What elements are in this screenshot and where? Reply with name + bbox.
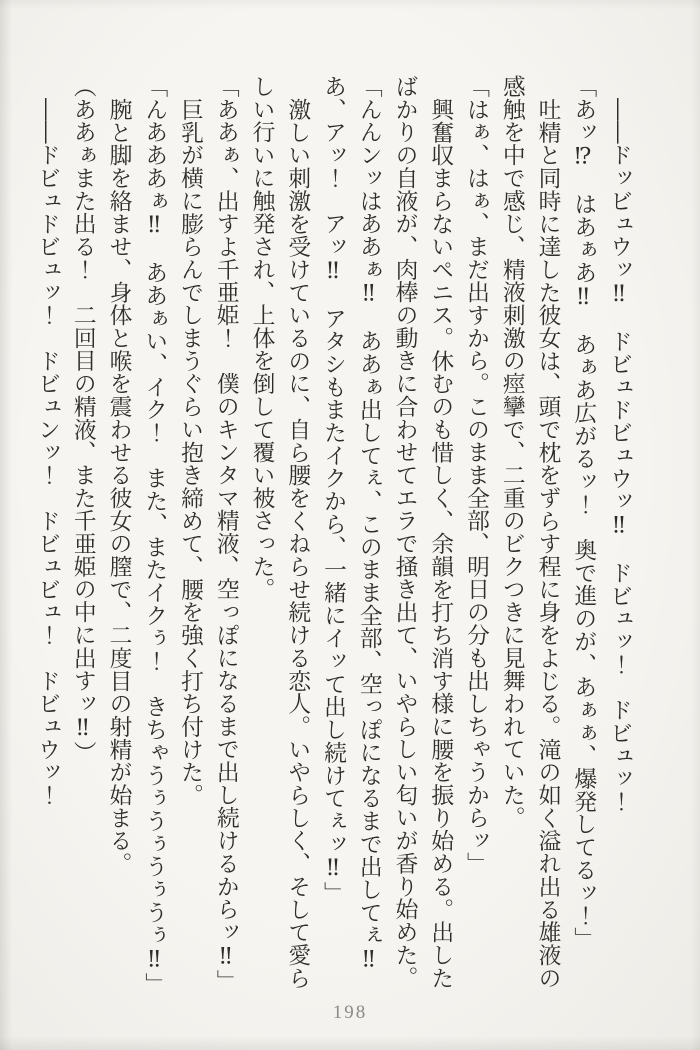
text-column-5: 「はぁ、はぁ、まだ出すから。このまま全部、明日の分も出しちゃうからッ」 xyxy=(463,75,489,875)
text-column-7: ばかりの自液が、肉棒の動きに合わせてエラで掻き出て、いやらしい匂いが香り始めた。 xyxy=(391,75,418,989)
text-column-8: 「んんンッはああぁ‼ ああぁ出してぇ、このまま全部、空っぽになるまで出してぇ‼ xyxy=(355,75,382,973)
text-column-6: 興奮収まらないペニス。休むのも惜しく、余韻を打ち消す様に腰を振り始める。出した xyxy=(427,97,454,989)
text-column-15: 腕と脚を絡ませ、身体と喉を震わせる彼女の膣で、二度目の射精が始まる。 xyxy=(105,97,132,875)
text-column-12: 「ああぁ、出すよ千亜姫！ 僕のキンタマ精液、空っぽになるまで出し続けるからッ‼」 xyxy=(212,75,239,993)
text-column-13: 巨乳が横に膨らんでしまうぐらい抱き締めて、腰を強く打ち付けた。 xyxy=(177,97,203,807)
text-column-16: （ああぁまた出る！ 二回目の精液、また千亜姫の中に出すッ‼） xyxy=(69,75,96,764)
text-column-17: ――ドビュドビュッ！ ドビュンッ！ ドビュビュ！ ドビュウッ！ xyxy=(34,97,60,807)
text-column-11: しい行いに触発され、上体を倒して覆い被さった。 xyxy=(248,75,275,601)
text-column-10: 激しい刺激を受けているのに、自ら腰をくねらせ続ける恋人。いやらしく、そして愛ら xyxy=(284,97,311,989)
text-column-3: 吐精と同時に達した彼女は、頭で枕をずらす程に身をよじる。滝の如く溢れ出る雄液の xyxy=(534,97,561,989)
text-column-2: 「あッ⁉ はあぁあ‼ あぁあ広がるッ！ 奥で進のが、あぁぁ、爆発してるッ！」 xyxy=(570,75,597,950)
text-column-1: ――ドッビュウッ‼ ドビュドビュウッ‼ ドビュッ！ ドビュッ！ xyxy=(606,97,632,813)
text-column-4: 感触を中で感じ、精液刺激の痙攣で、二重のビクつきに見舞われていた。 xyxy=(498,75,525,830)
text-column-9: あ、アッ！ アッ‼ アタシもまたイクから、一緒にイッて出し続けてぇッ‼」 xyxy=(320,75,346,905)
page-number: 198 xyxy=(332,1002,368,1023)
text-column-14: 「んあああぁ‼ ああぁい、イク！ また、またイクぅ！ きちゃうぅうぅうぅうぅ‼」 xyxy=(141,75,168,996)
